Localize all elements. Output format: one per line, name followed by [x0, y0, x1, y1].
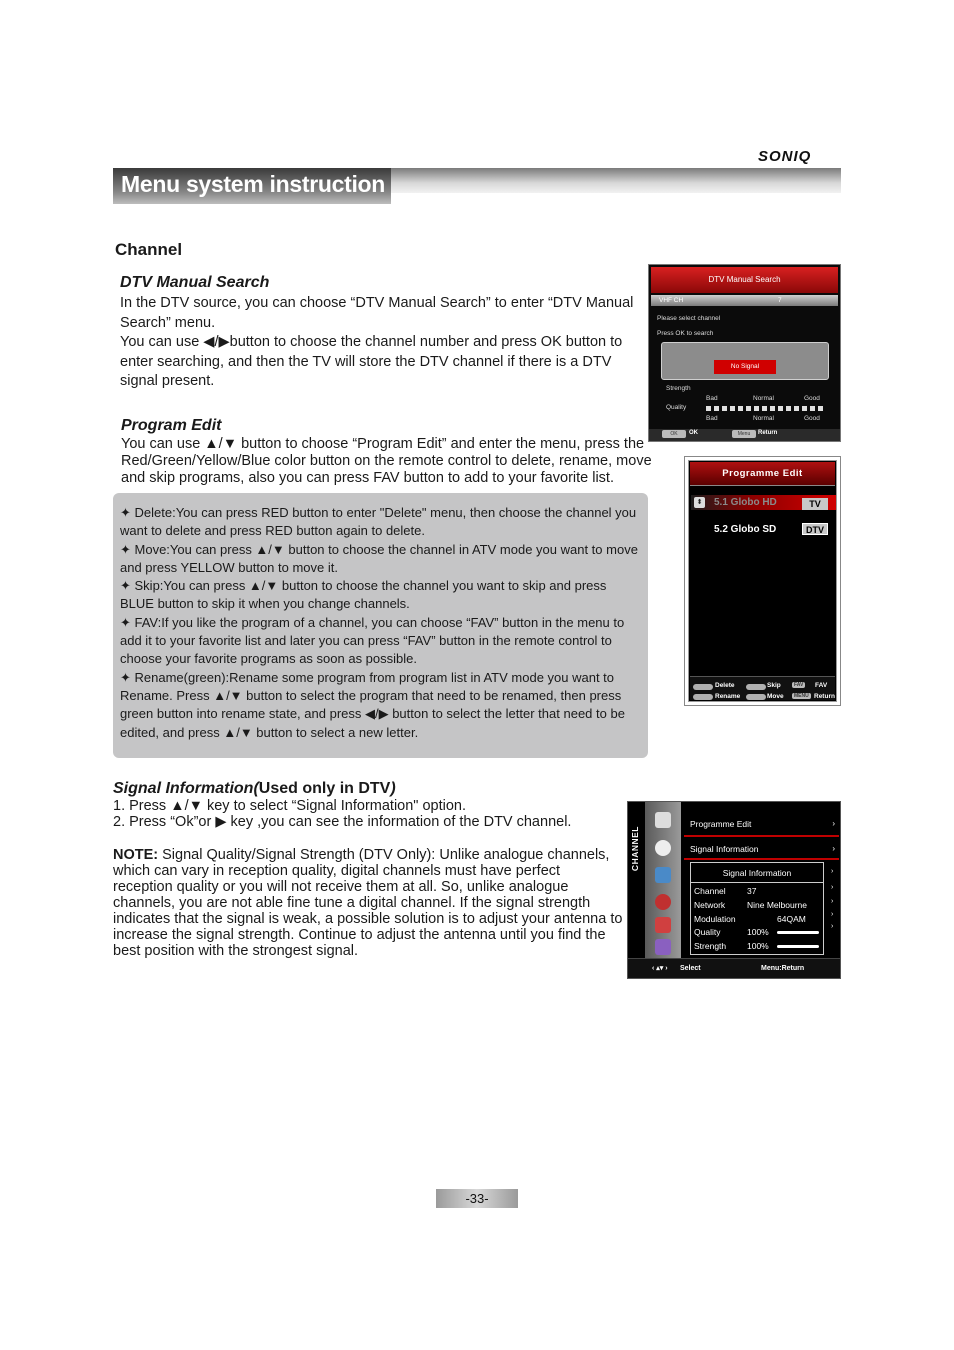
scr3-footer — [628, 958, 840, 978]
scr2-inner — [688, 460, 837, 702]
scr3-strength-value: 100% — [747, 941, 769, 951]
search-icon — [655, 840, 671, 856]
scr3-strength-label: Strength — [694, 941, 727, 951]
note-delete: ✦ Delete:You can press RED button to enter "Delete" menu, then choose the channel you want to delete and press RED button again to delete. — [120, 505, 637, 539]
note-move: ✦ Move:You can press ▲/▼ button to choose the channel in ATV mode you want to move and press YELLOW button to move it. — [120, 541, 638, 575]
time-icon — [655, 917, 671, 933]
scr2-red-key — [693, 684, 713, 690]
note-fav: ✦ FAV:If you like the program of a channel, you can choose “FAV” button in the menu to add it to your favorite list and later you can press “FAV” button in the remote control to choose your favorite programs as soon as possible. — [120, 614, 625, 667]
scr1-channel-bar — [651, 295, 838, 306]
signal-info-steps — [113, 798, 623, 830]
scr2-row1-type: TV — [802, 498, 828, 510]
scr2-blue-key — [746, 684, 766, 690]
note-skip: ✦ Skip:You can press ▲/▼ button to choose the channel you want to skip and press BLUE button to skip it when you change channels. — [120, 578, 607, 612]
scr3-network-label: Network — [694, 900, 726, 910]
scr1-good-1: Good — [804, 395, 820, 402]
scr3-icon-column — [645, 802, 681, 958]
scr3-divider-2 — [684, 858, 839, 860]
scr3-info-title: Signal Information — [691, 863, 823, 883]
arrows-icon: ‹ ▴▾ › — [652, 965, 668, 972]
scr1-ok-key: OK — [662, 430, 686, 438]
scr1-menu-key: Menu — [732, 430, 756, 438]
scr2-row2-type: DTV — [802, 523, 828, 535]
picture-icon — [655, 812, 671, 828]
scr1-ok-label: OK — [689, 430, 698, 436]
scr3-menu2-label: Signal Information — [690, 844, 759, 854]
scr3-channel-value: 37 — [747, 886, 757, 896]
screen-icon — [655, 867, 671, 883]
scr2-fav: FAV — [815, 682, 828, 689]
scr1-no-signal: No Signal — [714, 360, 776, 374]
scr3-strength-bar — [777, 945, 819, 948]
scr1-quality-dots — [706, 406, 831, 412]
scr2-skip: Skip — [767, 682, 781, 689]
scr1-normal-2: Normal — [753, 415, 774, 422]
heading-program-edit: Program Edit — [121, 417, 222, 434]
heading-dtv-manual-search: DTV Manual Search — [120, 274, 270, 291]
scr3-quality-value: 100% — [747, 927, 769, 937]
scr2-updown-icon: ⬍ — [694, 497, 705, 508]
scr3-quality-bar — [777, 931, 819, 934]
scr1-bad-1: Bad — [706, 395, 718, 402]
scr2-delete: Delete — [715, 682, 735, 689]
note-label: NOTE: — [113, 847, 159, 863]
dtv-para-2: You can use ◀/▶button to choose the channel number and press OK button to enter searching, and then the TV will store the DTV channel if there is a DTV signal present. — [120, 334, 623, 389]
scr1-ch-label: VHF CH — [659, 297, 684, 304]
section-heading-channel: Channel — [115, 240, 183, 259]
heading-signal-information — [113, 780, 396, 798]
program-edit-text: You can use ▲/▼ button to choose “Program Edit” and enter the menu, press the Red/Green/Yellow/Blue color button on the remote control to delete, rename, move and skip programs, also you can press FAV button to add to your favorite list. — [121, 436, 652, 486]
chevron-right-icon: › — [832, 819, 835, 828]
scr1-quality: Quality — [666, 404, 687, 411]
scr3-side-label: CHANNEL — [630, 826, 640, 872]
scr2-row1-name: 5.1 Globo HD — [714, 497, 777, 508]
sound-icon — [655, 894, 671, 910]
scr1-strength: Strength — [666, 385, 691, 392]
page-number: -33- — [436, 1189, 518, 1208]
scr3-network-value: Nine Melbourne — [747, 900, 808, 910]
scr2-fav-key: FAV — [794, 682, 804, 688]
chevron-right-icon: › — [831, 884, 834, 891]
scr1-line2: Press OK to search — [657, 330, 714, 337]
option-icon — [655, 939, 671, 955]
scr1-line1: Please select channel — [657, 315, 721, 322]
scr3-menu-programme-edit — [684, 813, 839, 835]
scr1-good-2: Good — [804, 415, 820, 422]
sig-step-1: 1. Press ▲/▼ key to select “Signal Information" option. — [113, 798, 467, 814]
scr2-green-key — [693, 694, 713, 700]
scr3-modulation-label: Modulation — [694, 914, 736, 924]
scr3-side-label-bar — [628, 802, 645, 958]
scr2-yellow-key — [746, 694, 766, 700]
sig-step-2: 2. Press “Ok”or ▶ key ,you can see the information of the DTV channel. — [113, 814, 572, 830]
screen-signal-information — [627, 801, 841, 979]
scr1-title: DTV Manual Search — [651, 267, 838, 293]
scr2-menu-key: MENU — [794, 693, 809, 699]
scr3-channel-label: Channel — [694, 886, 726, 896]
scr1-bad-2: Bad — [706, 415, 718, 422]
scr2-rename: Rename — [715, 693, 741, 700]
dtv-manual-search-text — [120, 294, 645, 392]
note-text: Signal Quality/Signal Strength (DTV Only): Unlike analogue channels, which can vary in reception quality, digital channels must have perfect reception quality or you will not receive them at all. So, unlike analogue channels, you are not able fine tune a digital channel. If the signal strength indicates that the signal is weak, a possible solution is to adjust your antenna to increase the signal strength. Continue to adjust the antenna until you find the best position with the strongest signal. — [113, 847, 623, 959]
signal-note — [113, 847, 623, 959]
sig-heading-italic: Signal Information( — [113, 780, 259, 797]
scr3-info-box — [690, 862, 824, 955]
sig-heading-normal: Used only in DTV — [258, 780, 391, 797]
scr3-modulation-value: 64QAM — [777, 914, 806, 924]
note-rename: ✦ Rename(green):Rename some program from program list in ATV mode you want to Rename. Press ▲/▼ button to select the program that need to be renamed, then press green button into rename state, and press ◀/▶ button to select the letter that need to be edited, and press ▲/▼ button to select a new letter. — [120, 669, 625, 740]
scr1-normal-1: Normal — [753, 395, 774, 402]
sig-heading-close: ) — [390, 780, 396, 797]
chevron-right-icon: › — [831, 923, 834, 930]
dtv-para-1: In the DTV source, you can choose “DTV Manual Search” to enter “DTV Manual Search” menu. — [120, 295, 634, 331]
notes-box — [113, 493, 648, 758]
scr2-row2-name: 5.2 Globo SD — [714, 524, 777, 535]
page-title: Menu system instruction — [121, 171, 386, 197]
scr3-menu-return: Menu:Return — [761, 965, 805, 972]
scr3-menu1-label: Programme Edit — [690, 819, 752, 829]
chevron-right-icon: › — [831, 868, 834, 875]
chevron-right-icon: › — [831, 911, 834, 918]
scr1-ch-value: 7 — [778, 297, 782, 304]
screen-dtv-manual-search — [648, 264, 841, 442]
scr3-quality-label: Quality — [694, 927, 721, 937]
screen-programme-edit — [684, 456, 841, 706]
scr3-divider-1 — [684, 835, 839, 837]
brand-logo: SONIQ — [758, 148, 812, 165]
chevron-right-icon: › — [831, 898, 834, 905]
scr2-title: Programme Edit — [690, 462, 835, 486]
chevron-right-icon: › — [832, 844, 835, 853]
scr2-return: Return — [814, 693, 835, 700]
scr3-select: Select — [680, 965, 701, 972]
scr2-move: Move — [767, 693, 784, 700]
scr3-menu-signal-information — [684, 838, 839, 860]
scr1-return-label: Return — [758, 430, 778, 436]
